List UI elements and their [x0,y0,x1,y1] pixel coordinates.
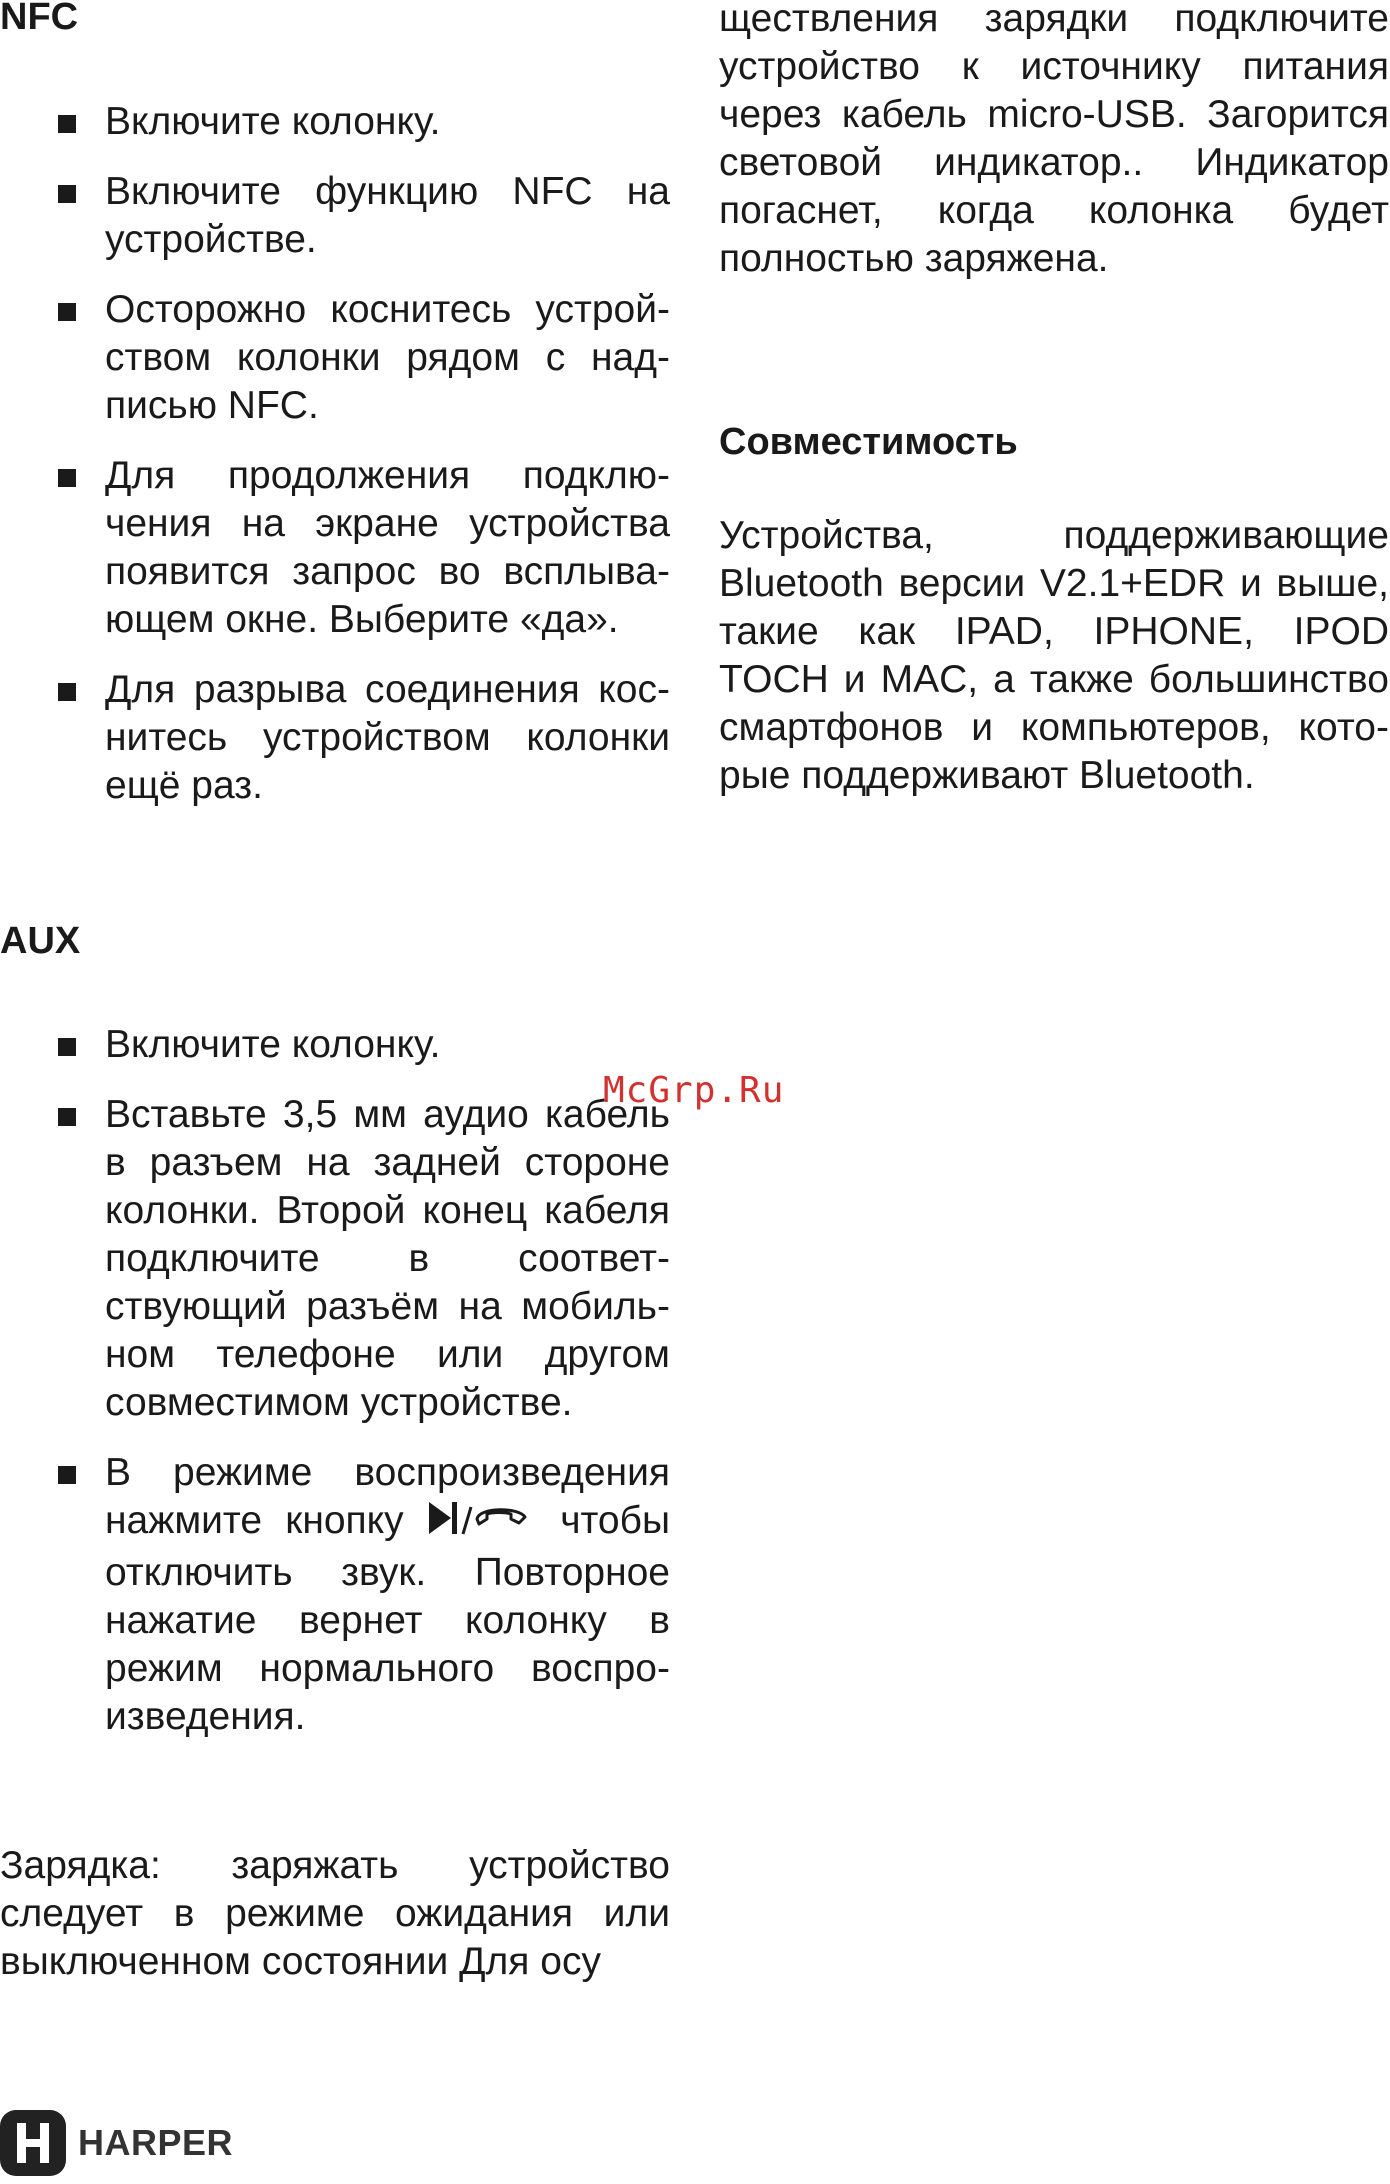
charging-text-start: Зарядка: заряжать устройство следует в режиме ожидания или выключенном состоянии Для осу [0,1844,670,1983]
list-item [0,286,670,430]
square-bullet-icon [58,1038,76,1056]
aux-step-3-before: В режиме воспроизведения нажмите кнопку [105,1451,670,1542]
nfc-step-3: Осторожно коснитесь устройством колонки рядом с надписью NFC. [105,288,670,427]
nfc-steps [0,98,670,832]
nfc-step-2: Включите функцию NFC на устройстве. [105,170,670,261]
nfc-heading: NFC [0,0,79,38]
compatibility-text: Устройства, поддерживающие Bluetooth версии V2.1+EDR и выше, такие как IPAD, IPHONE, IPOD TOCH и MAC, а также большинство смартфонов и компьютеров, которые поддерживают Bluetooth. [719,514,1389,797]
square-bullet-icon [58,683,76,701]
harper-logo-icon [0,2110,66,2176]
brand-name: HARPER [78,2122,234,2163]
nfc-step-5: Для разрыва соединения коснитесь устройством колонки ещё раз. [105,668,670,807]
aux-step-3-after: чтобы отключить звук. Повторное нажатие вернет колонку в режим нормального воспроизведения. [105,1499,670,1738]
nfc-step-1: Включите колонку. [105,100,441,143]
list-item [0,666,670,810]
aux-step-2: Вставьте 3,5 мм аудио кабель в разъем на задней стороне колонки. Второй конец кабеля подключите в соответствующий разъём на мобильном телефоне или другом совместимом устройстве. [105,1093,670,1424]
aux-steps [0,1021,670,1763]
square-bullet-icon [58,1466,76,1484]
list-item [0,1021,670,1069]
square-bullet-icon [58,469,76,487]
list-item [0,1449,670,1741]
square-bullet-icon [58,115,76,133]
nfc-step-4: Для продолжения подключения на экране устройства появится запрос во всплывающем окне. Выберите «да». [105,454,670,641]
square-bullet-icon [58,303,76,321]
list-item [0,1091,670,1427]
compatibility-heading: Совместимость [719,421,1018,463]
list-item [0,168,670,264]
aux-heading: AUX [0,920,81,962]
square-bullet-icon [58,1108,76,1126]
watermark: McGrp.Ru [603,1070,785,1111]
footer-logo [0,2110,233,2176]
square-bullet-icon [58,185,76,203]
list-item [0,452,670,644]
charging-text-continued: ществления зарядки подключите устройство к источнику питания через кабель micro-USB. Загорится световой индикатор.. Индикатор погаснет, когда колонка будет полностью заряжена. [719,0,1389,280]
play-pause-phone-icon [427,1499,537,1549]
aux-step-1: Включите колонку. [105,1023,441,1066]
list-item [0,98,670,146]
